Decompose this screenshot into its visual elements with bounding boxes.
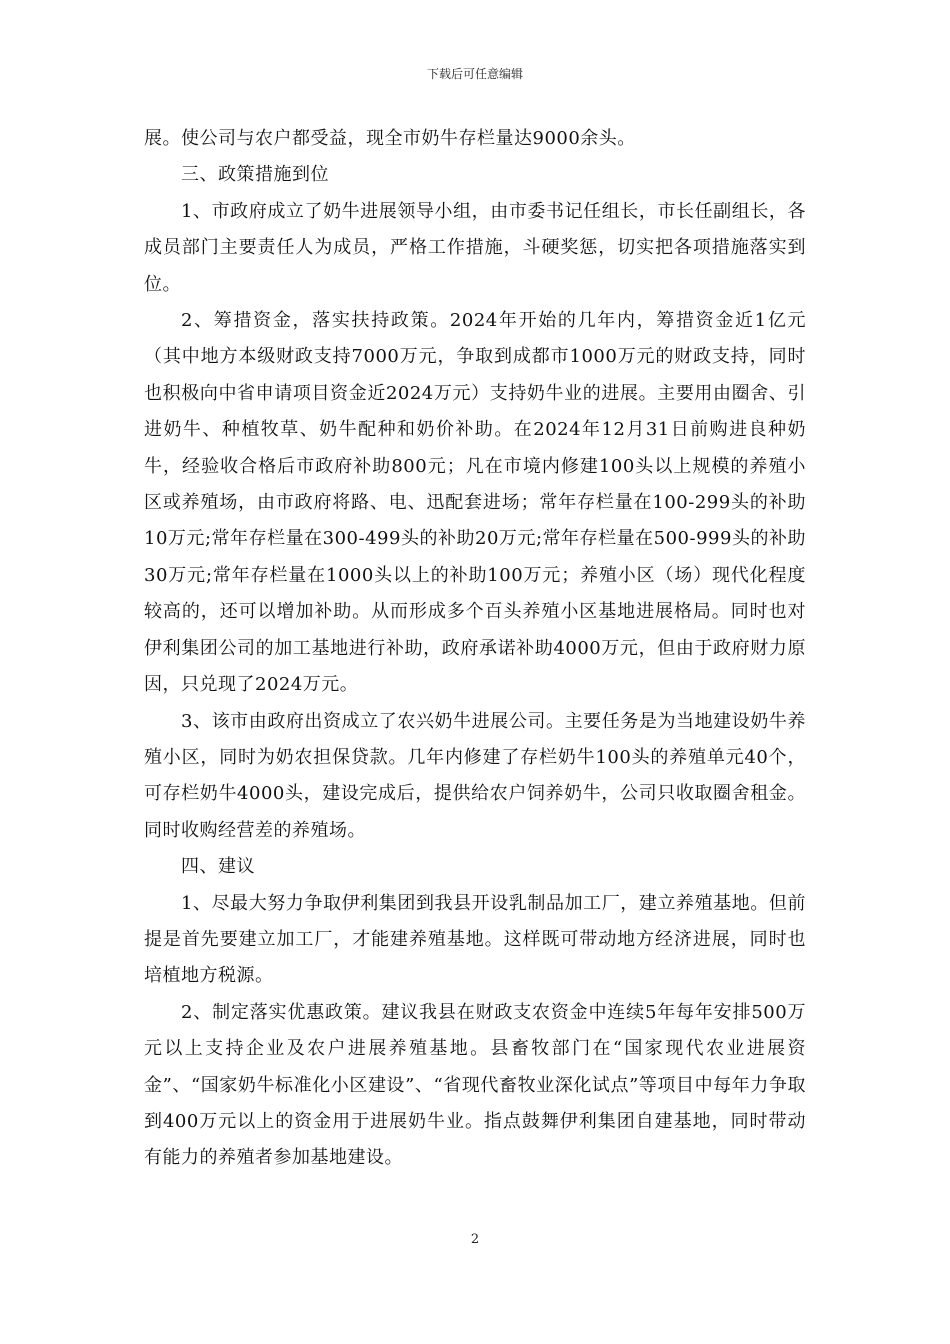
paragraph-continuation: 展。使公司与农户都受益，现全市奶牛存栏量达9000余头。 bbox=[144, 128, 636, 149]
section-heading-suggestions: 四、建议 bbox=[181, 856, 255, 878]
paragraph-leadership-group: 1、市政府成立了奶牛进展领导小组，由市委书记任组长，市长任副组长，各成员部门主要责任人为成员，严格工作措施，斗硬奖惩，切实把各项措施落实到位。 bbox=[144, 200, 806, 295]
page-number: 2 bbox=[470, 1232, 480, 1247]
paragraph-dairy-company: 3、该市由政府出资成立了农兴奶牛进展公司。主要任务是为当地建设奶牛养殖小区，同时为奶农担保贷款。几年内修建了存栏奶牛100头的养殖单元40个，可存栏奶牛4000头，建设完成后，提供给农户饲养奶牛，公司只收取圈舍租金。同时收购经营差的养殖场。 bbox=[144, 710, 806, 841]
section-heading-policy-measures: 三、政策措施到位 bbox=[181, 164, 329, 186]
paragraph-suggestion-preferential-policy: 2、制定落实优惠政策。建议我县在财政支农资金中连续5年每年安排500万元以上支持企业及农户进展养殖基地。县畜牧部门在“国家现代农业进展资金”、“国家奶牛标准化小区建设”、“省现代畜牧业深化试点”等项目中每年力争取到400万元以上的资金用于进展奶牛业。指点鼓舞伊利集团自建基地，同时带动有能力的养殖者参加基地建设。 bbox=[144, 1001, 806, 1169]
document-body bbox=[144, 121, 806, 1177]
paragraph-funding-policy: 2、筹措资金，落实扶持政策。2024年开始的几年内，筹措资金近1亿元（其中地方本级财政支持7000万元，争取到成都市1000万元的财政支持，同时也积极向中省申请项目资金近2024万元）支持奶牛业的进展。主要用由圈舍、引进奶牛、种植牧草、奶牛配种和奶价补助。在2024年12月31日前购进良种奶牛，经验收合格后市政府补助800元；凡在市境内修建100头以上规模的养殖小区或养殖场，由市政府将路、电、迅配套进场；常年存栏量在100-299头的补助10万元;常年存栏量在300-499头的补助20万元;常年存栏量在500-999头的补助30万元;常年存栏量在1000头以上的补助100万元；养殖小区（场）现代化程度较高的，还可以增加补助。从而形成多个百头养殖小区基地进展格局。同时也对伊利集团公司的加工基地进行补助，政府承诺补助4000万元，但由于政府财力原因，只兑现了2024万元。 bbox=[144, 310, 806, 696]
paragraph-suggestion-processing-plant: 1、尽最大努力争取伊利集团到我县开设乳制品加工厂，建立养殖基地。但前提是首先要建立加工厂，才能建养殖基地。这样既可带动地方经济进展，同时也培植地方税源。 bbox=[144, 892, 806, 987]
page-header: 下载后可任意编辑 bbox=[426, 67, 523, 81]
